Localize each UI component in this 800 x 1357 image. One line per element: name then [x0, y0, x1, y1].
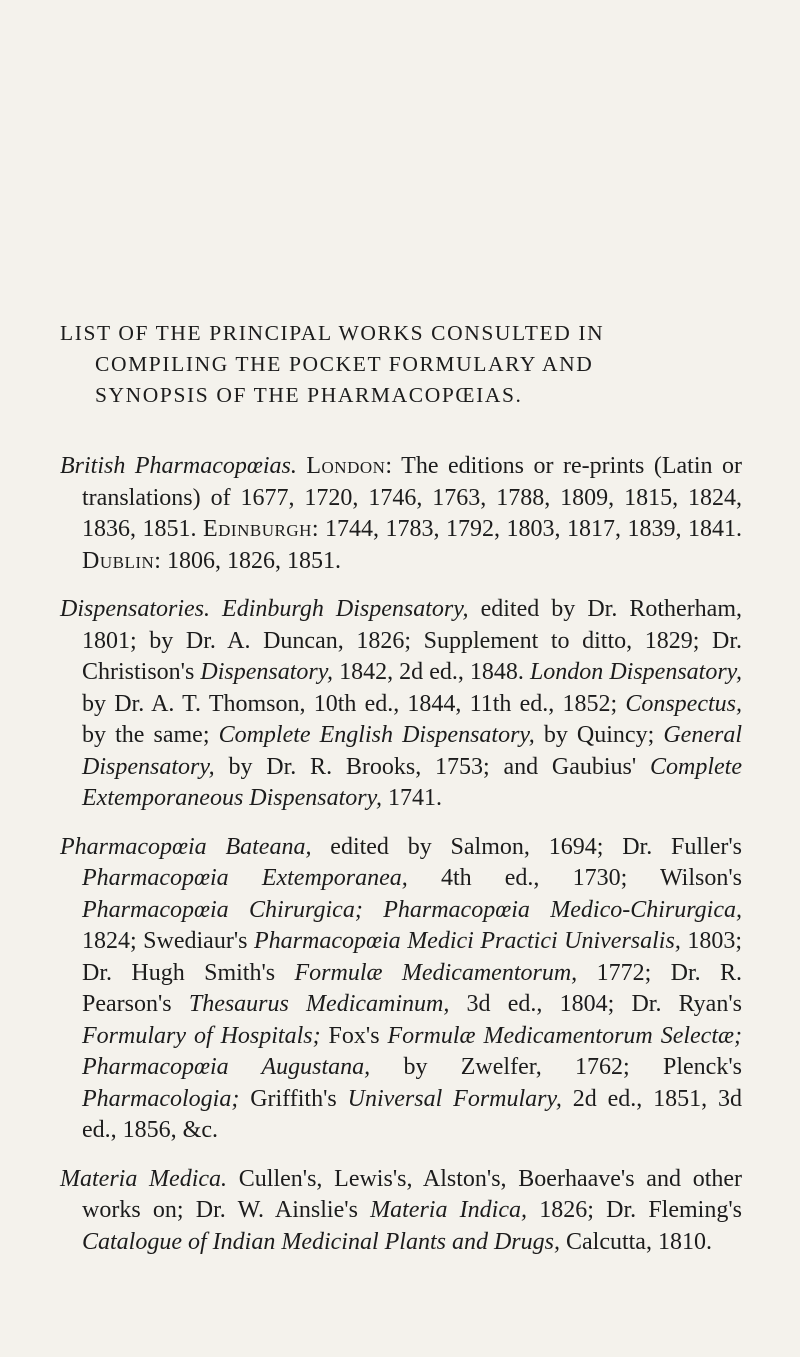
work-title: London Dispensatory,	[529, 659, 742, 685]
text-run: edited by Salmon, 1694; Dr. Fuller's	[311, 833, 743, 860]
text-run: edited by Dr. Rotherham, 1801; by Dr. A. Duncan, 1826; Supplement to ditto, 1829; Dr. Christison's	[82, 596, 743, 685]
city-label-london: London	[306, 453, 386, 479]
work-title: Complete Extemporaneous Dispensatory,	[82, 753, 742, 811]
edinburgh-editions: : 1744, 1783, 1792, 1803, 1817, 1839, 1841.	[311, 516, 743, 542]
work-title: Pharmacopœia Extemporanea,	[82, 865, 408, 891]
section-title: British Pharmacopœias.	[60, 453, 297, 479]
text-run: 1824; Swediaur's	[82, 928, 255, 954]
text-run	[363, 897, 383, 923]
work-title: Pharmacologia;	[82, 1085, 240, 1112]
work-title: Pharmacopœia Bateana,	[60, 833, 312, 860]
work-title: Dispensatory,	[200, 659, 334, 685]
work-title: Pharmacopœia Medico-Chirurgica,	[383, 896, 743, 923]
dispensatories-entry	[60, 594, 742, 815]
city-label-edinburgh: Edinburgh	[203, 516, 312, 542]
text-run: 1803; Dr. Hugh Smith's	[82, 928, 743, 986]
text-run: 3d ed., 1804; Dr. Ryan's	[449, 991, 742, 1017]
work-title: Pharmacopœia Augustana,	[82, 1054, 371, 1080]
london-editions: : The editions or re-prints (Latin or translations) of 1677, 1720, 1746, 1763, 1788, 1809, 1815, 1824, 1836, 1851.	[82, 453, 742, 542]
work-title: Complete English Dispensatory,	[218, 722, 535, 748]
work-title: Conspectus,	[625, 690, 742, 717]
text-run: Fox's	[320, 1022, 388, 1049]
work-title: Edinburgh Dispensatory,	[222, 596, 469, 622]
heading-line-3: SYNOPSIS OF THE PHARMACOPŒIAS.	[95, 383, 523, 407]
text-run: by Dr. R. Brooks, 1753; and Gaubius'	[214, 753, 651, 780]
work-title: Thesaurus Medicaminum,	[188, 991, 450, 1017]
section-title: Materia Medica.	[60, 1165, 228, 1192]
section-title: Dispensatories.	[60, 596, 210, 622]
city-label-dublin: Dublin	[82, 547, 155, 574]
text-run: Griffith's	[239, 1085, 348, 1112]
work-title: Formulæ Medicamentorum Selectæ;	[387, 1022, 742, 1049]
work-title: Formulæ Medicamentorum,	[294, 959, 578, 986]
text-run: by Dr. A. T. Thomson, 10th ed., 1844, 11th ed., 1852;	[82, 690, 626, 717]
text-run	[210, 596, 222, 622]
british-pharmacopoeias-entry	[60, 451, 742, 577]
dublin-editions: : 1806, 1826, 1851.	[154, 547, 341, 574]
materia-medica-entry	[60, 1164, 742, 1259]
text-run: 1741.	[381, 785, 442, 811]
work-title: Catalogue of Indian Medicinal Plants and Drugs,	[82, 1228, 560, 1255]
text-run: Cullen's, Lewis's, Alston's, Boerhaave's and other works on; Dr. W. Ainslie's	[82, 1165, 742, 1223]
work-title: General Dispensatory,	[82, 722, 742, 780]
work-title: Pharmacopœia Chirurgica;	[82, 896, 363, 923]
text-run: 2d ed., 1851, 3d ed., 1856, &c.	[82, 1085, 742, 1143]
heading-line-1: LIST OF THE PRINCIPAL WORKS CONSULTED IN	[60, 321, 605, 345]
work-title: Universal Formulary,	[347, 1085, 562, 1112]
text-run: by Zwelfer, 1762; Plenck's	[370, 1054, 742, 1080]
text-run: by Quincy;	[534, 722, 664, 748]
work-title: Formulary of Hospitals;	[82, 1022, 321, 1049]
pharmacopoeia-entry	[60, 832, 742, 1147]
work-title: Pharmacopœia Medici Practici Universalis,	[254, 928, 681, 954]
text-run: by the same;	[82, 722, 219, 748]
page-heading	[60, 318, 742, 411]
text-run: 1842, 2d ed., 1848.	[333, 659, 530, 685]
text-run: Calcutta, 1810.	[559, 1228, 712, 1255]
text-run: 4th ed., 1730; Wilson's	[407, 865, 742, 891]
text-run: 1826; Dr. Fleming's	[527, 1197, 743, 1223]
work-title: Materia Indica,	[370, 1197, 527, 1223]
text-run: 1772; Dr. R. Pearson's	[82, 959, 743, 1017]
heading-line-2: COMPILING THE POCKET FORMULARY AND	[95, 352, 594, 376]
